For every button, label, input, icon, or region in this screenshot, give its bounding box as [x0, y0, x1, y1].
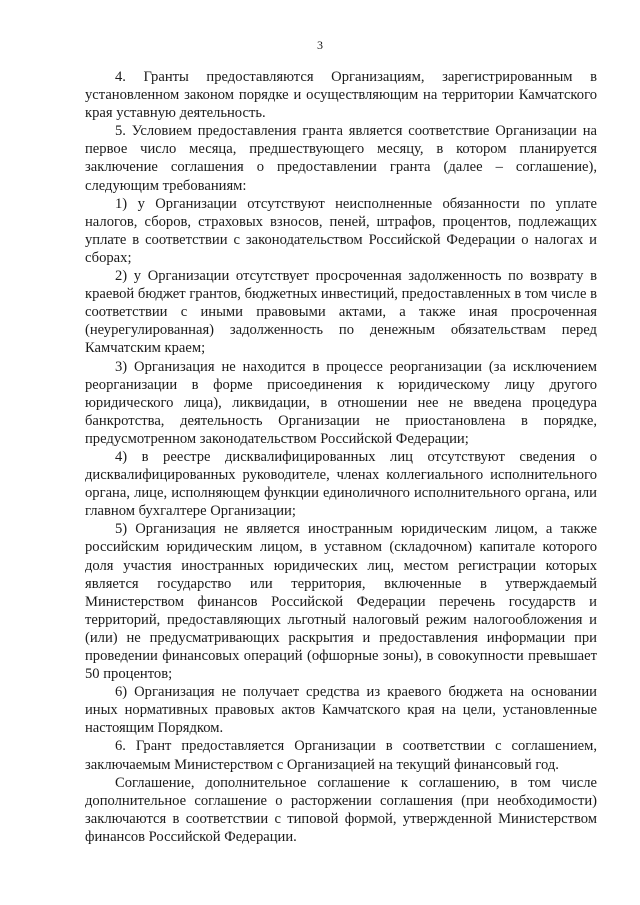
paragraph-subitem-6: 6) Организация не получает средства из краевого бюджета на основании иных нормативных правовых актов Камчатского края на цели, установленные настоящим Порядком.	[85, 684, 597, 737]
paragraph-subitem-2: 2) у Организации отсутствует просроченная задолженность по возврату в краевой бюджет грантов, бюджетных инвестиций, предоставленных в том числе в соответствии с иными правовыми актами, а также иная просроченная (неурегулированная) задолженность по денежным обязательствам перед Камчатским краем;	[85, 268, 597, 357]
paragraph-item-6: 6. Грант предоставляется Организации в соответствии с соглашением, заключаемым Министерством с Организацией на текущий финансовый год.	[85, 738, 597, 773]
paragraph-subitem-3: 3) Организация не находится в процессе реорганизации (за исключением реорганизации в форме присоединения к юридическому лицу другого юридического лица), ликвидации, в отношении нее не введена процедура банкротства, деятельность Организации не приостановлена в порядке, предусмотренном законодательством Российской Федерации;	[85, 358, 597, 447]
paragraph-subitem-4: 4) в реестре дисквалифицированных лиц отсутствуют сведения о дисквалифицированных руководителе, членах коллегиального исполнительного органа, лице, исполняющем функции единоличного исполнительного органа, или главном бухгалтере Организации;	[85, 448, 597, 520]
paragraph-subitem-5: 5) Организация не является иностранным юридическим лицом, а также российским юридическим лицом, в уставном (складочном) капитале которого доля участия иностранных юридических лиц, местом регистрации которых является государство или территория, включенные в утверждаемый Министерством финансов Российской Федерации перечень государств и территорий, предоставляющих льготный налоговый режим налогообложения и (или) не предусматривающих раскрытия и предоставления информации при проведении финансовых операций (офшорные зоны), в совокупности превышает 50 процентов;	[85, 521, 597, 683]
paragraph-agreement: Соглашение, дополнительное соглашение к соглашению, в том числе дополнительное соглашение о расторжении соглашения (при необходимости) заключаются в соответствии с типовой формой, утвержденной Министерством финансов Российской Федерации.	[85, 774, 597, 845]
document-body	[85, 68, 597, 846]
paragraph-item-5: 5. Условием предоставления гранта является соответствие Организации на первое число месяца, предшествующего месяцу, в котором планируется заключение соглашения о предоставлении гранта (далее – соглашение), следующим требованиям:	[85, 123, 597, 194]
paragraph-subitem-1: 1) у Организации отсутствуют неисполненные обязанности по уплате налогов, сборов, страховых взносов, пеней, штрафов, процентов, подлежащих уплате в соответствии с законодательством Российской Федерации о налогах и сборах;	[85, 195, 597, 266]
paragraph-item-4: 4. Гранты предоставляются Организациям, зарегистрированным в установленном законом порядке и осуществляющим на территории Камчатского края уставную деятельность.	[85, 69, 597, 122]
page-number: 3	[317, 38, 323, 52]
